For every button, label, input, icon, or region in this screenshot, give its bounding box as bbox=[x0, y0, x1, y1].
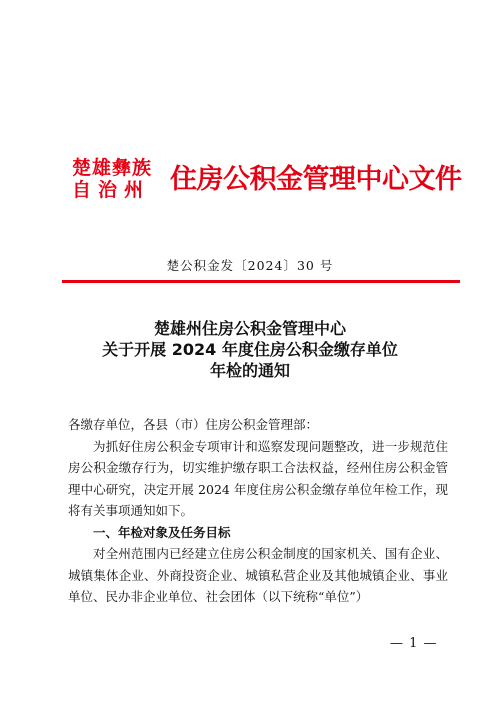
notice-title bbox=[0, 318, 500, 381]
paragraph-scope: 对全州范围内已经建立住房公积金制度的国家机关、国有企业、城镇集体企业、外商投资企业、城镇私营企业及其他城镇企业、事业单位、民办非企业单位、社会团体（以下统称“单位”） bbox=[68, 546, 448, 604]
header-agency-title: 住房公积金管理中心文件 bbox=[170, 164, 462, 195]
document-number: 楚公积金发〔2024〕30 号 bbox=[166, 258, 334, 273]
notice-title-line3: 年检的通知 bbox=[209, 361, 290, 380]
header-region-line1: 楚雄彝族 bbox=[72, 157, 153, 179]
notice-title-line1: 楚雄州住房公积金管理中心 bbox=[153, 319, 346, 338]
header-region-name bbox=[72, 157, 152, 201]
salutation: 各缴存单位，各县（市）住房公积金管理部： bbox=[68, 417, 319, 432]
red-divider-line bbox=[62, 280, 460, 283]
header-region-line2: 自治州 bbox=[72, 179, 151, 201]
notice-title-line2: 关于开展 2024 年度住房公积金缴存单位 bbox=[102, 340, 398, 359]
page-number: — 1 — bbox=[390, 636, 438, 651]
section-heading-1: 一、年检对象及任务目标 bbox=[93, 524, 231, 540]
notice-body bbox=[68, 414, 448, 608]
paragraph-intro: 为抓好住房公积金专项审计和巡察发现问题整改，进一步规范住房公积金缴存行为，切实维护缴存职工合法权益，经州住房公积金管理中心研究，决定开展 2024 年度住房公积金缴存单位年检工作，现将有关事项通知如下。 bbox=[68, 438, 448, 518]
